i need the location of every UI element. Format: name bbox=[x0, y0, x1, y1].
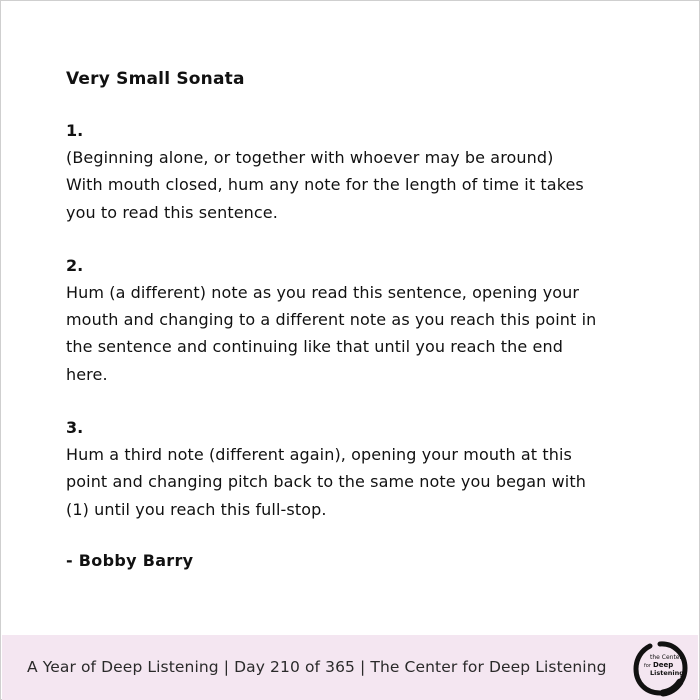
text-line: mouth and changing to a different note as you reach this point in bbox=[66, 310, 597, 330]
footer-caption: A Year of Deep Listening | Day 210 of 365 | The Center for Deep Listening bbox=[27, 658, 607, 676]
enso-circle-icon bbox=[630, 638, 690, 698]
text-line: (Beginning alone, or together with whoever may be around) bbox=[66, 148, 554, 167]
text-line: here. bbox=[66, 364, 108, 384]
section-3 bbox=[66, 415, 676, 523]
section-1 bbox=[66, 118, 676, 226]
center-for-deep-listening-logo bbox=[630, 638, 690, 698]
footer-banner bbox=[2, 635, 698, 700]
text-line: (1) until you reach this full-stop. bbox=[66, 499, 327, 519]
text-line: you to read this sentence. bbox=[66, 202, 278, 222]
section-2 bbox=[66, 253, 676, 388]
section-number: 1. bbox=[66, 121, 84, 140]
text-line: point and changing pitch back to the same note you began with bbox=[66, 472, 586, 492]
section-text bbox=[66, 441, 676, 523]
section-text bbox=[66, 144, 676, 226]
text-line: With mouth closed, hum any note for the length of time it takes bbox=[66, 175, 584, 195]
logo-text-line2: for bbox=[644, 663, 651, 669]
section-number: 2. bbox=[66, 255, 84, 275]
logo-text-line3: Deep bbox=[653, 661, 674, 669]
poem-content bbox=[66, 67, 676, 573]
text-line: the sentence and continuing like that until you reach the end bbox=[66, 337, 563, 357]
section-number: 3. bbox=[66, 418, 84, 438]
logo-text-line1: the Center bbox=[650, 654, 682, 661]
author-credit: - Bobby Barry bbox=[66, 550, 194, 570]
text-line: Hum (a different) note as you read this sentence, opening your bbox=[66, 282, 580, 302]
text-line: Hum a third note (different again), opening your mouth at this bbox=[66, 445, 572, 465]
section-text bbox=[66, 279, 676, 388]
poem-title: Very Small Sonata bbox=[66, 69, 245, 89]
logo-text-line4: Listening bbox=[650, 669, 684, 677]
